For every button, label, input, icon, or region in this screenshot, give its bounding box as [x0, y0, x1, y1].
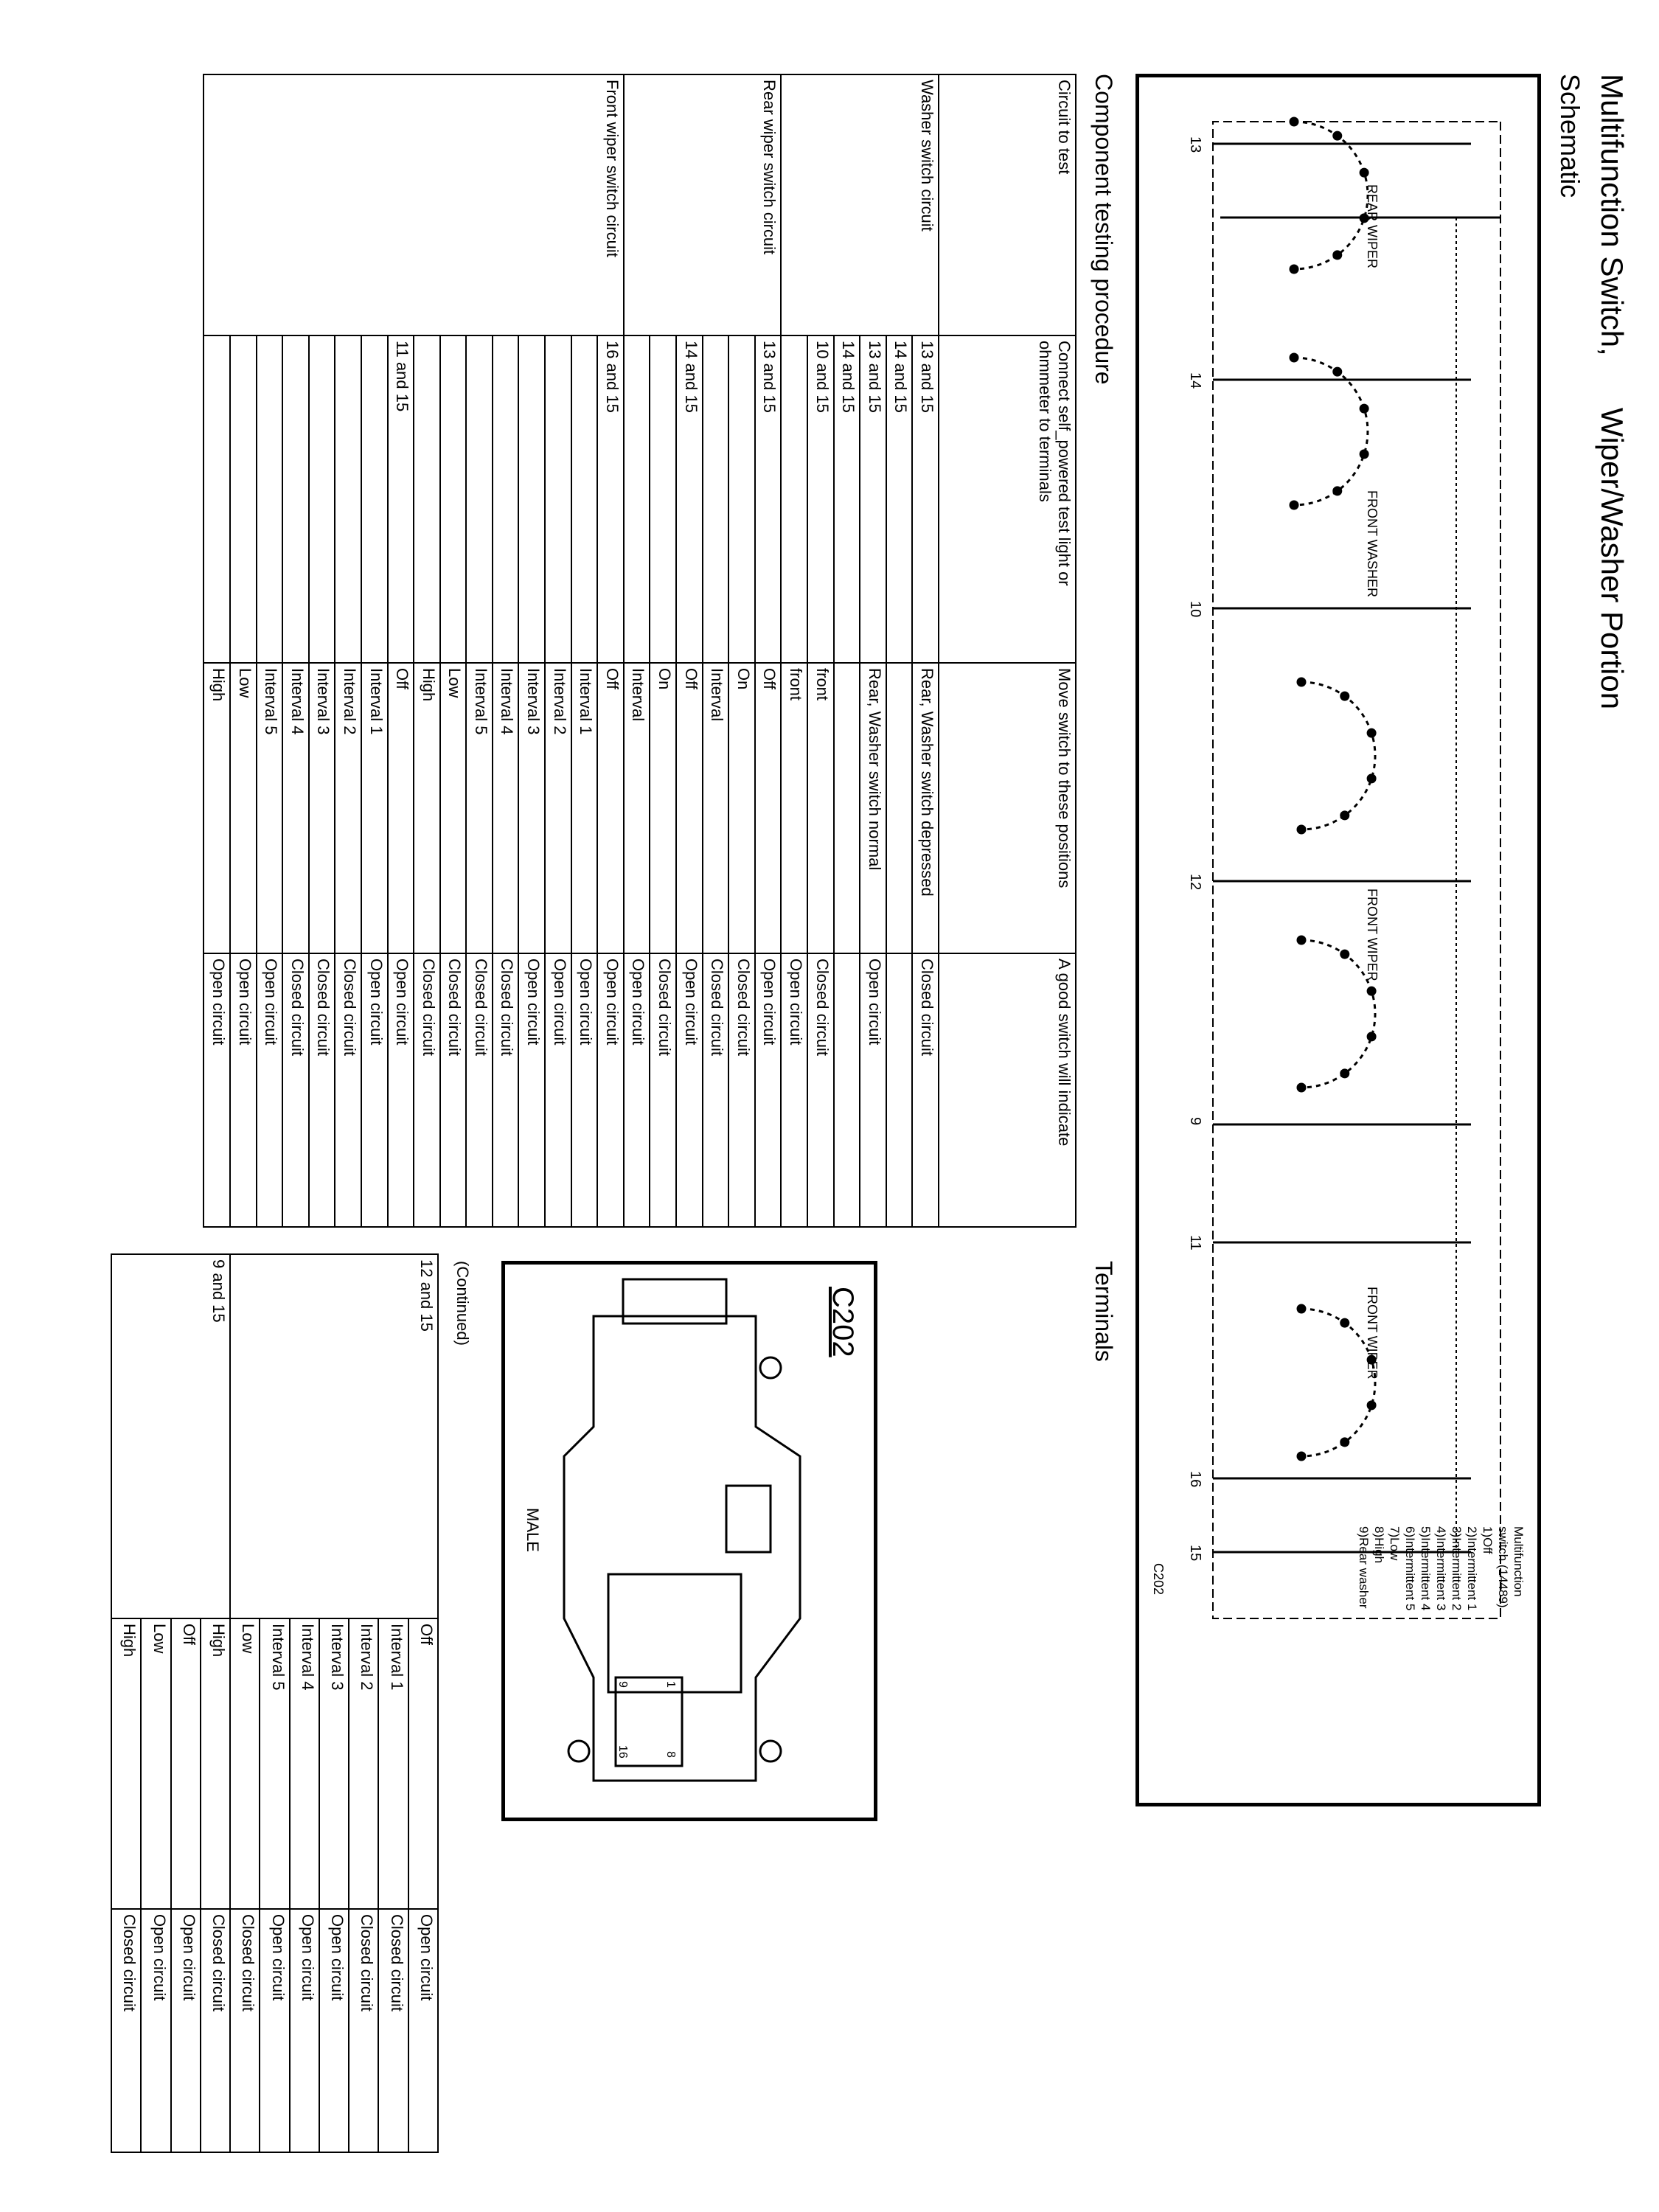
terminals-cell [282, 335, 309, 663]
position-cell: Interval 3 [519, 663, 546, 953]
position-cell: Low [141, 1618, 170, 1909]
legend-line: 3)Intermittent 2 [1450, 1526, 1464, 1611]
terminals-cell [650, 335, 676, 663]
contact-dot [1360, 451, 1368, 458]
contact-dot [1368, 729, 1375, 737]
position-cell: On [650, 663, 676, 953]
result-cell: Open circuit [290, 1909, 319, 2152]
contact-dot [1290, 265, 1298, 273]
terminals-cell [230, 335, 257, 663]
position-cell: On [728, 663, 755, 953]
pin-label: 9 [616, 1681, 629, 1688]
connector-panel [501, 1261, 877, 1821]
terminals-cell [571, 335, 598, 663]
table-row [912, 74, 939, 1227]
position-cell: Off [408, 1618, 438, 1909]
position-cell: Off [171, 1618, 201, 1909]
contact-dot [1368, 987, 1375, 995]
contact-dot [1341, 1439, 1349, 1446]
pin-label: 16 [616, 1745, 629, 1759]
contact-dot [1341, 1319, 1349, 1326]
front-wiper-label-1: FRONT WIPER [1365, 888, 1380, 981]
terminals-cell [414, 335, 440, 663]
result-cell: Closed circuit [912, 953, 939, 1227]
terminals-cell: 13 and 15 [860, 335, 886, 663]
contact-dot [1360, 169, 1368, 176]
header-circuit: Circuit to test [939, 74, 1076, 335]
result-cell: Open circuit [860, 953, 886, 1227]
result-cell: Open circuit [624, 953, 650, 1227]
schematic-heading: Schematic [1555, 74, 1585, 198]
position-cell: Interval 1 [361, 663, 388, 953]
result-cell: Closed circuit [650, 953, 676, 1227]
position-cell: Interval 2 [349, 1618, 378, 1909]
result-cell: Closed circuit [440, 953, 467, 1227]
result-cell: Open circuit [260, 1909, 289, 2152]
pin-number: 9 [1187, 1117, 1203, 1126]
page-title [1594, 74, 1630, 709]
terminals-cell [781, 335, 807, 663]
legend-line: switch (14489) [1496, 1526, 1510, 1608]
contact-dot [1341, 812, 1349, 819]
position-cell: Interval 4 [493, 663, 519, 953]
position-cell: Interval 5 [260, 1618, 289, 1909]
contact-dot [1298, 678, 1305, 686]
procedure-heading: Component testing procedure [1091, 74, 1117, 385]
terminals-cell: 14 and 15 [886, 335, 913, 663]
result-cell: Open circuit [361, 953, 388, 1227]
result-cell: Closed circuit [309, 953, 335, 1227]
switch-contact-arc [1301, 940, 1375, 1088]
position-cell [834, 663, 860, 953]
header-indicate: A good switch will indicate [939, 953, 1076, 1227]
mount-hole [568, 1741, 589, 1761]
result-cell: Closed circuit [111, 1909, 141, 2152]
result-cell: Closed circuit [807, 953, 834, 1227]
contact-dot [1341, 692, 1349, 700]
position-cell: Off [755, 663, 782, 953]
result-cell: Closed circuit [703, 953, 729, 1227]
result-cell: Closed circuit [349, 1909, 378, 2152]
circuit-cell: Washer switch circuit [781, 74, 939, 335]
pin-number: 14 [1187, 372, 1203, 389]
position-cell: High [201, 1618, 230, 1909]
position-cell: Interval 1 [571, 663, 598, 953]
header-move: Move switch to these positions [939, 663, 1076, 953]
terminals-cell: 11 and 15 [388, 335, 414, 663]
pin-label: 8 [664, 1751, 677, 1758]
terminals-cell: 13 and 15 [912, 335, 939, 663]
switch-contact-arc [1301, 682, 1375, 830]
position-cell: Interval 2 [335, 663, 361, 953]
contact-dot [1334, 368, 1341, 375]
contact-dot [1368, 775, 1375, 782]
table-row [408, 1254, 438, 2152]
result-cell: Open circuit [257, 953, 283, 1227]
continued-label: (Continued) [453, 1261, 472, 1346]
legend-line: 1)Off [1481, 1526, 1495, 1554]
position-cell: Low [440, 663, 467, 953]
contact-dot [1298, 826, 1305, 833]
position-cell: Interval 3 [309, 663, 335, 953]
contact-dot [1298, 936, 1305, 944]
title-part-2: Wiper/Washer Portion [1595, 407, 1630, 710]
table-row [201, 1254, 230, 2152]
result-cell: Closed circuit [201, 1909, 230, 2152]
position-cell: Rear, Washer switch normal [860, 663, 886, 953]
result-cell: Open circuit [519, 953, 546, 1227]
legend-line: 4)Intermittent 3 [1434, 1526, 1448, 1611]
result-cell: Open circuit [171, 1909, 201, 2152]
result-cell: Open circuit [597, 953, 624, 1227]
position-cell: Off [597, 663, 624, 953]
result-cell: Closed circuit [230, 1909, 260, 2152]
contact-dot [1290, 501, 1298, 509]
switch-legend [1356, 1526, 1526, 1610]
result-cell: Open circuit [408, 1909, 438, 2152]
result-cell: Open circuit [319, 1909, 349, 2152]
contact-dot [1290, 354, 1298, 361]
result-cell [834, 953, 860, 1227]
result-cell: Open circuit [230, 953, 257, 1227]
result-cell: Closed circuit [282, 953, 309, 1227]
pin-number: 11 [1187, 1235, 1203, 1251]
position-cell: High [414, 663, 440, 953]
position-cell: Interval 5 [257, 663, 283, 953]
contact-dot [1298, 1453, 1305, 1460]
table-row [755, 74, 782, 1227]
terminals-cell [624, 335, 650, 663]
contact-dot [1334, 132, 1341, 139]
result-cell: Open circuit [571, 953, 598, 1227]
result-cell: Open circuit [204, 953, 230, 1227]
position-cell: Interval 3 [319, 1618, 349, 1909]
contact-dot [1360, 405, 1368, 412]
legend-line: Multifunction [1512, 1526, 1526, 1597]
terminals-cell [257, 335, 283, 663]
mount-hole [760, 1357, 781, 1378]
result-cell: Open circuit [781, 953, 807, 1227]
terminals-cell [545, 335, 571, 663]
position-cell: Interval [624, 663, 650, 953]
header-connect: Connect self_powered test light or ohmmeter to terminals [939, 335, 1076, 663]
terminals-cell: 14 and 15 [834, 335, 860, 663]
terminals-cell [703, 335, 729, 663]
connector-label: C202 [1151, 1563, 1166, 1596]
mount-hole [760, 1741, 781, 1761]
legend-line: 5)Intermittent 4 [1419, 1526, 1433, 1611]
circuit-cell: Front wiper switch circuit [204, 74, 624, 335]
position-cell: Interval [703, 663, 729, 953]
continued-table [111, 1253, 439, 2153]
terminals-cell [519, 335, 546, 663]
front-wiper-label-2: FRONT WIPER [1365, 1287, 1380, 1380]
legend-line: 6)Intermittent 5 [1403, 1526, 1417, 1611]
terminals-cell: 10 and 15 [807, 335, 834, 663]
terminals-cell: 9 and 15 [111, 1254, 230, 1618]
terminals-cell [466, 335, 493, 663]
connector-drawing [505, 1265, 874, 1818]
contact-dot [1290, 118, 1298, 125]
result-cell: Open circuit [545, 953, 571, 1227]
position-cell: Interval 2 [545, 663, 571, 953]
connector-id: C202 [827, 1287, 859, 1357]
legend-line: 2)Intermittent 1 [1465, 1526, 1479, 1611]
title-part-1: Multifunction Switch, [1595, 74, 1630, 356]
rear-wiper-label: REAR WIPER [1365, 184, 1380, 269]
terminals-cell [361, 335, 388, 663]
position-cell: Off [388, 663, 414, 953]
pin-number: 12 [1187, 874, 1203, 891]
connector-gender: MALE [524, 1508, 542, 1552]
result-cell: Closed circuit [466, 953, 493, 1227]
front-washer-label: FRONT WASHER [1365, 490, 1380, 598]
position-cell: Off [676, 663, 703, 953]
result-cell: Closed circuit [728, 953, 755, 1227]
position-cell: Interval 1 [378, 1618, 408, 1909]
switch-contact-arc [1301, 1309, 1375, 1456]
circuit-cell: Rear wiper switch circuit [624, 74, 782, 335]
switch-boundary [1213, 122, 1500, 1618]
position-cell: High [204, 663, 230, 953]
result-cell: Closed circuit [378, 1909, 408, 2152]
terminals-cell: 16 and 15 [597, 335, 624, 663]
result-cell: Open circuit [388, 953, 414, 1227]
pin-number: 10 [1187, 601, 1203, 618]
terminals-cell: 12 and 15 [230, 1254, 438, 1618]
position-cell: Low [230, 663, 257, 953]
result-cell: Closed circuit [493, 953, 519, 1227]
table-header-row [939, 74, 1076, 1227]
terminals-cell [309, 335, 335, 663]
result-cell: Closed circuit [335, 953, 361, 1227]
result-cell: Closed circuit [414, 953, 440, 1227]
terminals-cell [335, 335, 361, 663]
contact-dot [1298, 1084, 1305, 1091]
pin-label: 1 [664, 1681, 677, 1688]
result-cell: Open circuit [141, 1909, 170, 2152]
position-cell: Low [230, 1618, 260, 1909]
result-cell: Open circuit [676, 953, 703, 1227]
connector-block [608, 1574, 741, 1692]
legend-line: 9)Rear washer [1357, 1526, 1371, 1609]
table-row [597, 74, 624, 1227]
position-cell: Interval 4 [282, 663, 309, 953]
procedure-table [203, 74, 1077, 1228]
contact-dot [1368, 1402, 1375, 1409]
position-cell: front [807, 663, 834, 953]
connector-latch [726, 1486, 771, 1552]
terminals-cell: 13 and 15 [755, 335, 782, 663]
terminals-heading: Terminals [1091, 1261, 1117, 1362]
result-cell: Open circuit [755, 953, 782, 1227]
contact-dot [1341, 1070, 1349, 1077]
contact-dot [1334, 251, 1341, 259]
legend-line: 7)Low [1388, 1526, 1402, 1561]
terminals-cell [440, 335, 467, 663]
contact-dot [1334, 487, 1341, 495]
legend-line: 8)High [1372, 1526, 1386, 1564]
pin-number: 15 [1187, 1545, 1203, 1562]
schematic-panel [1135, 74, 1541, 1806]
position-cell: front [781, 663, 807, 953]
contact-dot [1341, 950, 1349, 958]
position-cell: Interval 5 [466, 663, 493, 953]
terminals-cell [493, 335, 519, 663]
position-cell: Interval 4 [290, 1618, 319, 1909]
terminals-cell: 14 and 15 [676, 335, 703, 663]
contact-dot [1298, 1305, 1305, 1312]
terminals-cell [204, 335, 230, 663]
position-cell: Rear, Washer switch depressed [912, 663, 939, 953]
terminals-cell [728, 335, 755, 663]
result-cell [886, 953, 913, 1227]
pin-number: 13 [1187, 136, 1203, 153]
pin-number: 16 [1187, 1471, 1203, 1488]
position-cell [886, 663, 913, 953]
position-cell: High [111, 1618, 141, 1909]
contact-dot [1368, 1033, 1375, 1040]
